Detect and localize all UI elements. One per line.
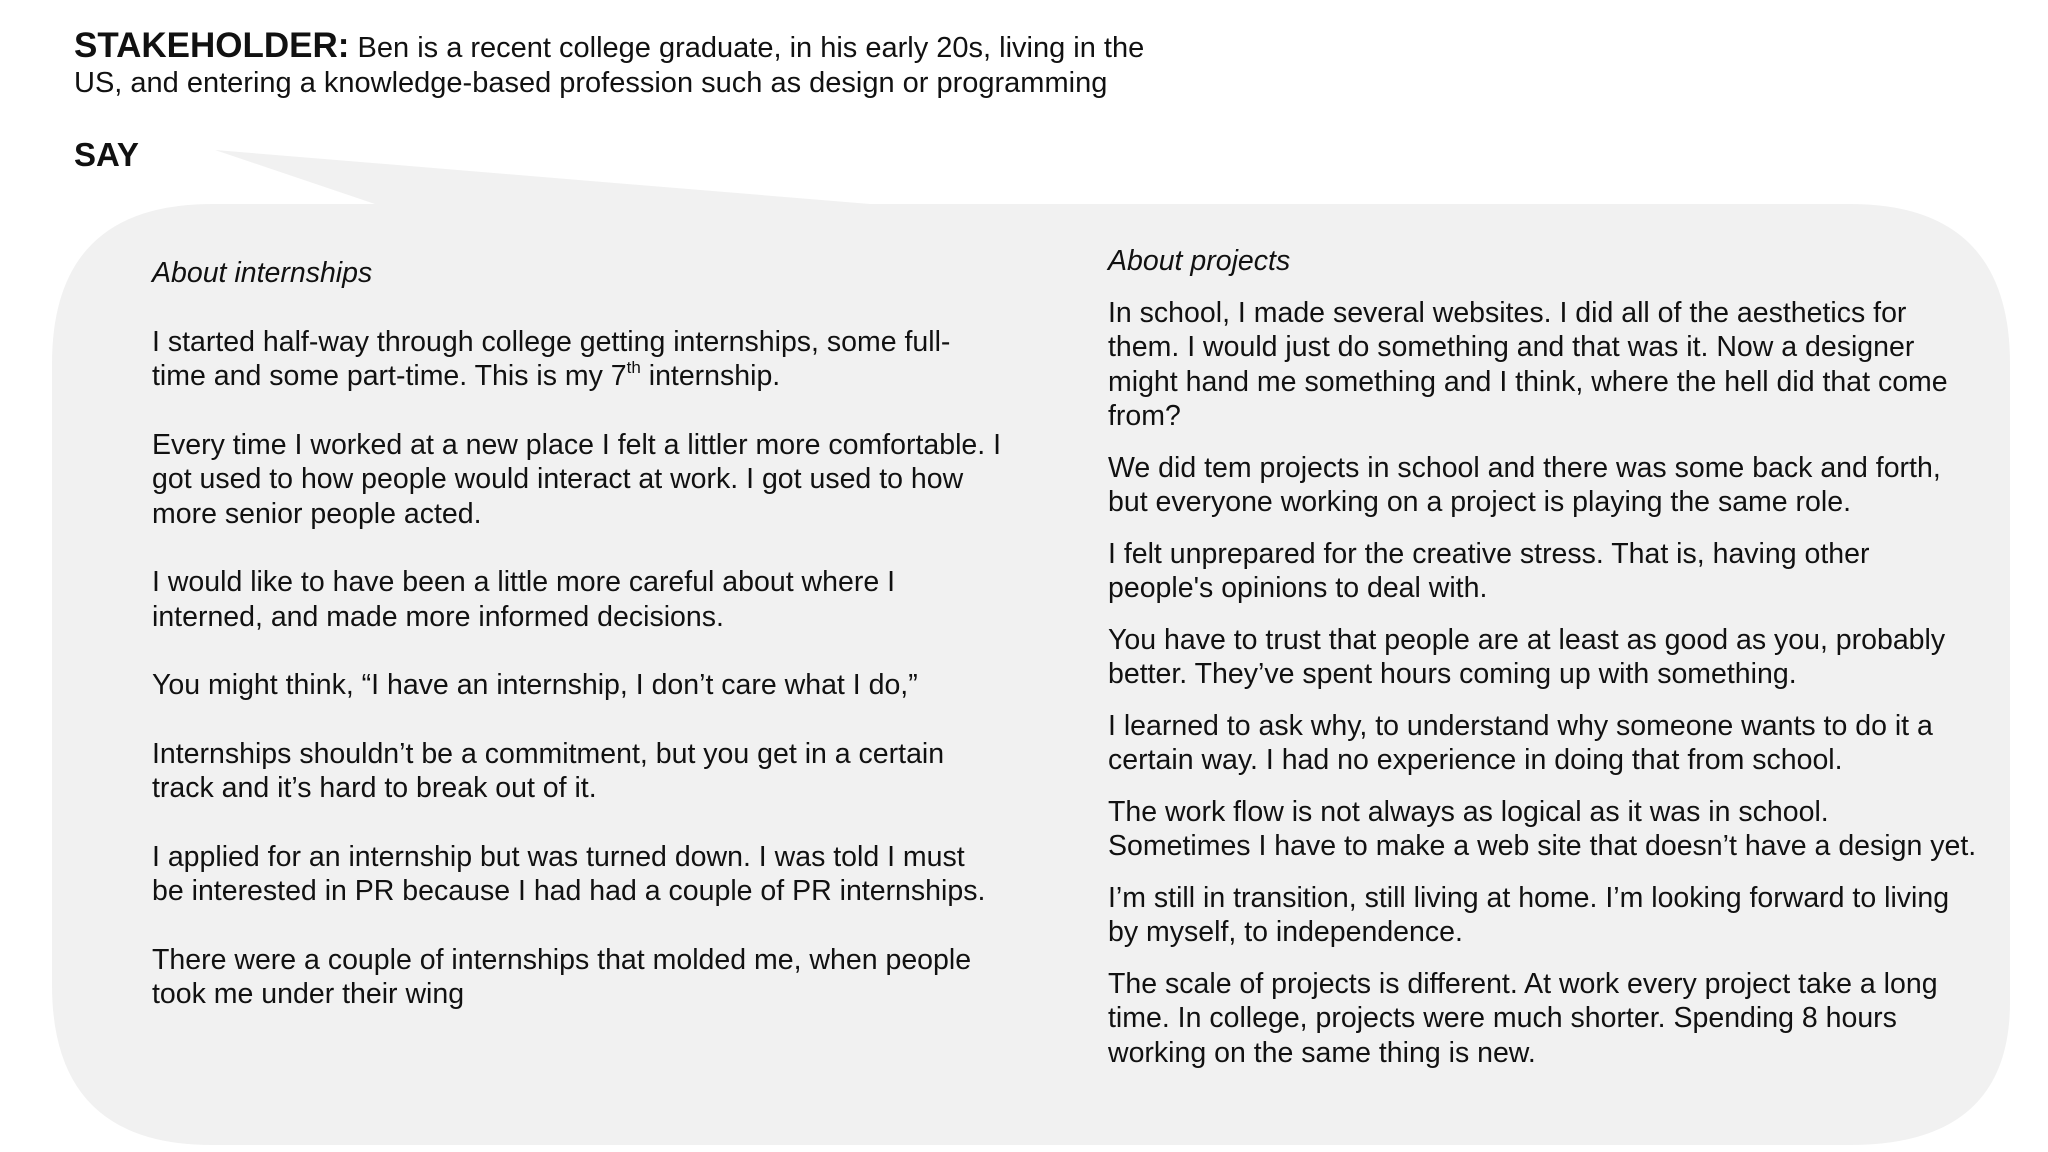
- internships-column: [152, 256, 1002, 1046]
- internship-quote: There were a couple of internships that molded me, when people took me under their wing: [152, 943, 972, 1010]
- say-title: SAY: [74, 136, 139, 173]
- project-quote: The scale of projects is different. At work every project take a long time. In college, projects were much shorter. Spending 8 hours working on the same thing is new.: [1108, 967, 1938, 1069]
- project-quote: You have to trust that people are at least as good as you, probably better. They’ve spent hours coming up with something.: [1108, 623, 1946, 690]
- project-quote: I’m still in transition, still living at home. I’m looking forward to living by myself, to independence.: [1108, 881, 1950, 948]
- project-quote: I felt unprepared for the creative stress. That is, having other people's opinions to deal with.: [1108, 537, 1870, 604]
- internship-quote: I started half-way through college getting internships, some full-time and some part-time. This is my 7th internship.: [152, 325, 951, 392]
- projects-column: [1108, 244, 1978, 1087]
- projects-heading: About projects: [1108, 245, 1291, 277]
- internship-quote: I would like to have been a little more careful about where I interned, and made more informed decisions.: [152, 566, 896, 633]
- internship-quote: I applied for an internship but was turned down. I was told I must be interested in PR because I had had a couple of PR internships.: [152, 840, 986, 907]
- internship-quote: You might think, “I have an internship, I don’t care what I do,”: [152, 669, 918, 701]
- project-quote: I learned to ask why, to understand why someone wants to do it a certain way. I had no experience in doing that from school.: [1108, 709, 1933, 776]
- internship-quote: Internships shouldn’t be a commitment, but you get in a certain track and it’s hard to break out of it.: [152, 737, 945, 804]
- stakeholder-description: [74, 28, 1174, 101]
- project-quote: We did tem projects in school and there was some back and forth, but everyone working on a project is playing the same role.: [1108, 451, 1941, 518]
- project-quote: In school, I made several websites. I did all of the aesthetics for them. I would just do something and that was it. Now a designer might hand me something and I think, where the hell did that come from?: [1108, 296, 1948, 432]
- ordinal-suffix: th: [626, 358, 641, 377]
- stakeholder-label: STAKEHOLDER:: [74, 26, 350, 65]
- stakeholder-text: Ben is a recent college graduate, in his early 20s, living in the US, and entering a knowledge-based profession such as design or programming: [74, 32, 1145, 99]
- project-quote: The work flow is not always as logical as it was in school. Sometimes I have to make a web site that doesn’t have a design yet.: [1108, 795, 1977, 862]
- internships-heading: About internships: [152, 257, 373, 289]
- internship-quote: Every time I worked at a new place I felt a littler more comfortable. I got used to how people would interact at work. I got used to how more senior people acted.: [152, 428, 1002, 530]
